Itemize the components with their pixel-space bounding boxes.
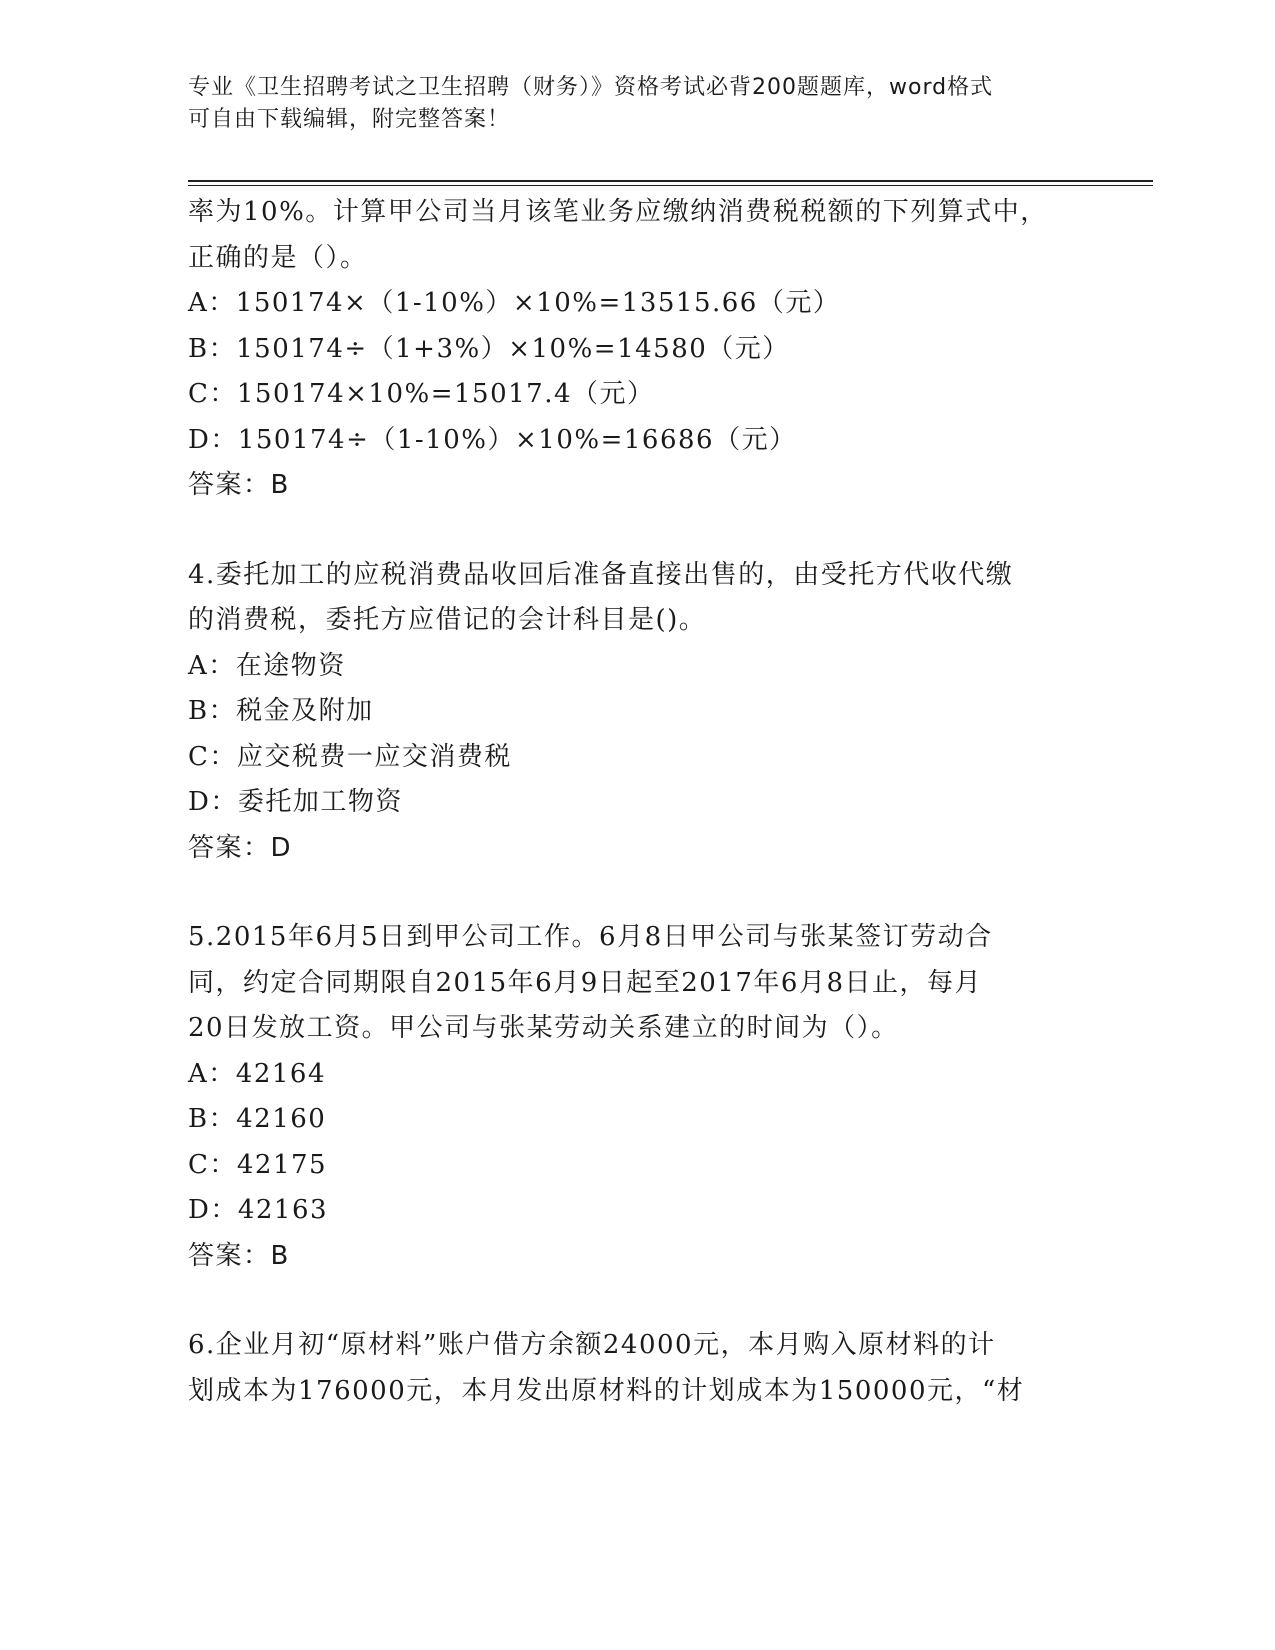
question-stem-line: 6.企业月初“原材料”账户借方余额24000元，本月购入原材料的计: [188, 1330, 996, 1360]
option-b: B：150174÷（1+3%）×10%=14580（元）: [188, 333, 790, 364]
document-header: [188, 72, 1068, 136]
question-5: [188, 915, 1068, 1279]
answer-line: 答案：B: [188, 1240, 290, 1271]
question-stem-line: 的消费税，委托方应借记的会计科目是()。: [188, 605, 707, 635]
question-4: [188, 553, 1068, 872]
question-stem-line: 正确的是（）。: [188, 242, 368, 273]
option-d: D：委托加工物资: [188, 787, 403, 817]
option-a: A：在途物资: [188, 650, 346, 681]
question-content: [188, 190, 1068, 1414]
header-divider-thick: [188, 180, 1153, 182]
option-c: C：42175: [188, 1149, 328, 1180]
header-title-line2: 可自由下载编辑，附完整答案！: [188, 107, 511, 132]
answer-line: 答案：D: [188, 832, 293, 863]
option-a: A：150174×（1-10%）×10%=13515.66（元）: [188, 288, 841, 318]
option-c: C：150174×10%=15017.4（元）: [188, 379, 655, 409]
header-divider-thin: [188, 185, 1153, 186]
answer-line: 答案：B: [188, 470, 290, 500]
header-title-line1: 专业《卫生招聘考试之卫生招聘（财务）》资格考试必背200题题库，word格式: [188, 75, 994, 100]
question-stem-line: 同，约定合同期限自2015年6月9日起至2017年6月8日止，每月: [188, 967, 983, 998]
option-b: B：42160: [188, 1104, 327, 1134]
option-c: C：应交税费一应交消费税: [188, 741, 512, 772]
option-b: B：税金及附加: [188, 696, 374, 726]
option-a: A：42164: [188, 1058, 326, 1089]
question-stem-line: 4.委托加工的应税消费品收回后准备直接出售的，由受托方代收代缴: [188, 559, 1014, 590]
question-stem-line: 5.2015年6月5日到甲公司工作。6月8日甲公司与张某签订劳动合: [188, 922, 993, 952]
question-6: [188, 1323, 1068, 1414]
option-d: D：42163: [188, 1195, 329, 1225]
option-d: D：150174÷（1-10%）×10%=16686（元）: [188, 424, 797, 455]
question-stem-line: 20日发放工资。甲公司与张某劳动关系建立的时间为（）。: [188, 1013, 899, 1043]
question-3: [188, 190, 1068, 509]
question-stem-line: 划成本为176000元，本月发出原材料的计划成本为150000元，“材: [188, 1375, 1025, 1406]
question-stem-line: 率为10%。计算甲公司当月该笔业务应缴纳消费税税额的下列算式中，: [188, 197, 1048, 227]
